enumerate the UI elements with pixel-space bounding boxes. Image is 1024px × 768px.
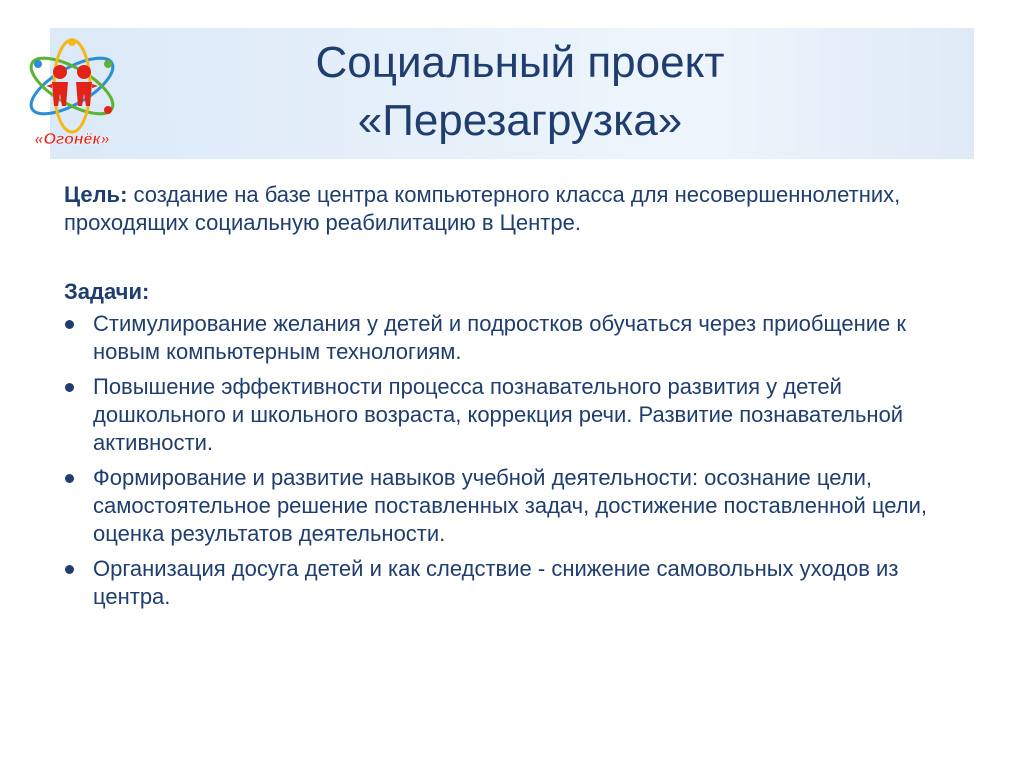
orbit-dot-icon [34,60,42,68]
task-text: Повышение эффективности процесса познавательного развития у детей дошкольного и школьного возраста, коррекция речи. Развитие познавательной активности. [93,374,904,455]
slide-content [64,181,964,618]
bullet-icon [65,320,74,329]
ogonek-logo [20,34,124,152]
page-title [130,34,910,150]
tasks-list [64,310,964,611]
tasks-heading: Задачи: [64,279,150,304]
goal-label: Цель: [64,182,128,207]
bullet-icon [65,474,74,483]
list-item [64,555,964,611]
orbit-dot-icon [104,60,112,68]
task-text: Стимулирование желания у детей и подростков обучаться через приобщение к новым компьютерным технологиям. [93,311,907,364]
bullet-icon [65,383,74,392]
goal-paragraph [64,181,964,237]
list-item [64,310,964,366]
bullet-icon [65,565,74,574]
children-icon [46,65,98,106]
list-item [64,464,964,548]
title-line-2: «Перезагрузка» [357,96,683,145]
orbit-dot-icon [104,106,112,114]
orbit-dot-icon [68,38,76,46]
list-item [64,373,964,457]
logo-text: «Огонёк» [34,131,110,148]
task-text: Организация досуга детей и как следствие - снижение самовольных уходов из центра. [93,556,899,609]
task-text: Формирование и развитие навыков учебной деятельности: осознание цели, самостоятельное решение поставленных задач, достижение поставленной цели, оценка результатов деятельности. [93,465,928,546]
goal-text: создание на базе центра компьютерного класса для несовершеннолетних, проходящих социальную реабилитацию в Центре. [64,182,901,235]
title-line-1: Социальный проект [315,38,725,87]
